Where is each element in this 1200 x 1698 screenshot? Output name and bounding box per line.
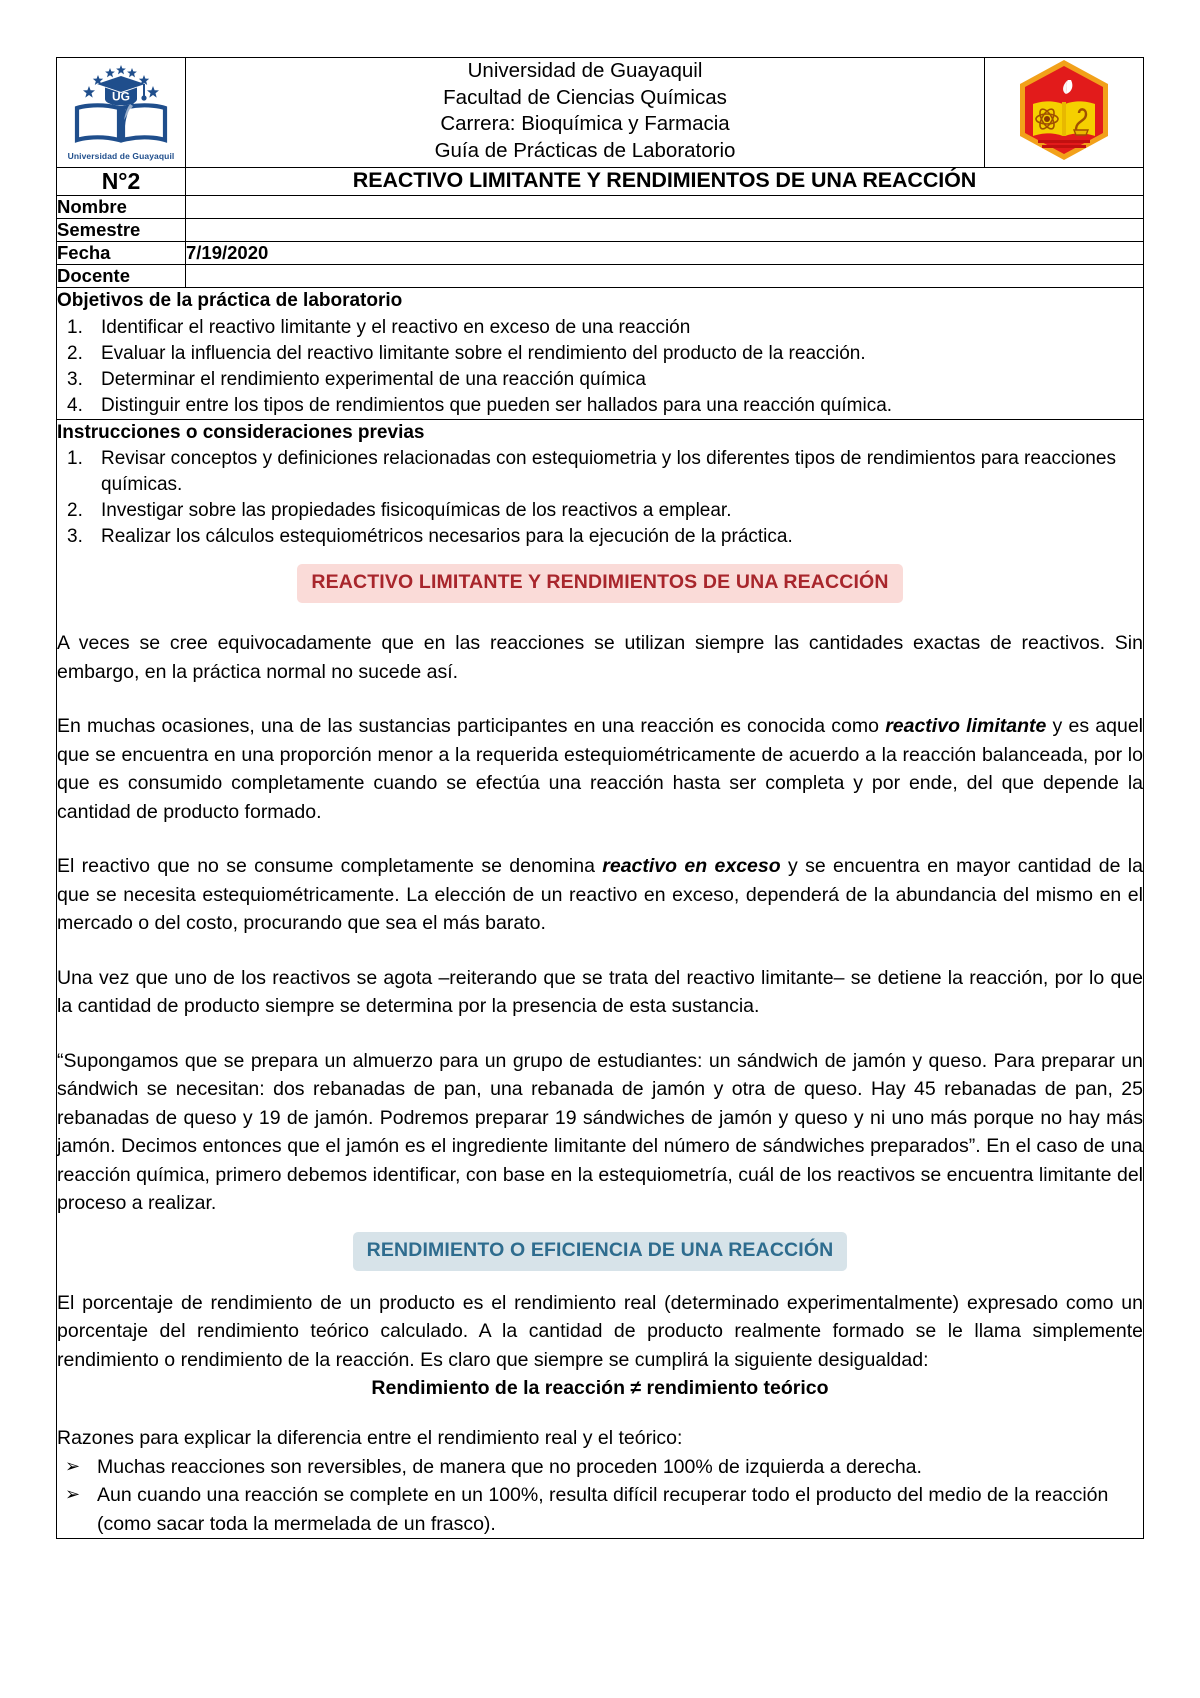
university-logo-caption: Universidad de Guayaquil xyxy=(67,151,175,161)
objectives-row xyxy=(57,288,1144,420)
field-label-docente: Docente xyxy=(57,265,186,288)
field-row-fecha xyxy=(57,242,1144,265)
field-value-semestre[interactable] xyxy=(186,219,1144,242)
field-row-nombre xyxy=(57,196,1144,219)
term-reactivo-en-exceso: reactivo en exceso xyxy=(602,855,781,877)
objectives-heading: Objetivos de la práctica de laboratorio xyxy=(57,290,403,311)
objective-text: Identificar el reactivo limitante y el reactivo en exceso de una reacción xyxy=(101,316,691,338)
paragraph-4: Una vez que uno de los reactivos se agota –reiterando que se trata del reactivo limitante– se detiene la reacción, por lo que la cantidad de producto siempre se determina por la presencia de esta sustancia. xyxy=(57,966,1143,1017)
paragraph-6: El porcentaje de rendimiento de un producto es el rendimiento real (determinado experimentalmente) expresado como un porcentaje del rendimiento teórico calculado. A la cantidad de producto realmente formado se le llama simplemente rendimiento o rendimiento de la reacción. Es claro que siempre se cumplirá la siguiente desigualdad: xyxy=(57,1291,1143,1371)
reason-item xyxy=(57,1481,1143,1538)
objective-item xyxy=(57,393,1143,419)
university-name: Universidad de Guayaquil xyxy=(467,59,703,82)
section-heading-reactivo-limitante: REACTIVO LIMITANTE Y RENDIMIENTOS DE UNA REACCIÓN xyxy=(297,564,902,603)
objective-text: Distinguir entre los tipos de rendimientos que pueden ser hallados para una reacción química. xyxy=(101,394,893,416)
lab-guide-table xyxy=(56,57,1144,1539)
paragraph-2-part-a: En muchas ocasiones, una de las sustancias participantes en una reacción es conocida como xyxy=(57,715,886,737)
blue-heading-wrap xyxy=(57,1232,1143,1271)
instruction-item xyxy=(57,498,1143,524)
faculty-seal-icon xyxy=(1016,149,1112,166)
reasons-list xyxy=(57,1453,1143,1539)
university-header-text xyxy=(186,58,985,168)
objective-number: 4. xyxy=(67,394,83,416)
objectives-list xyxy=(57,315,1143,419)
paragraph-2 xyxy=(57,712,1143,826)
reason-item xyxy=(57,1453,1143,1482)
objective-text: Evaluar la influencia del reactivo limitante sobre el rendimiento del producto de la reacción. xyxy=(101,342,866,364)
faculty-name: Facultad de Ciencias Químicas xyxy=(443,85,727,109)
field-value-nombre[interactable] xyxy=(186,196,1144,219)
instruction-item xyxy=(57,446,1143,498)
inequality-statement: Rendimiento de la reacción ≠ rendimiento teórico xyxy=(371,1377,829,1399)
section-heading-rendimiento: RENDIMIENTO O EFICIENCIA DE UNA REACCIÓN xyxy=(353,1232,848,1271)
field-value-docente[interactable] xyxy=(186,265,1144,288)
university-logo-cell xyxy=(57,58,186,168)
field-label-fecha: Fecha xyxy=(57,242,186,265)
arrow-bullet-icon: ➢ xyxy=(65,1484,81,1504)
term-reactivo-limitante: reactivo limitante xyxy=(885,715,1047,737)
header-row xyxy=(57,58,1144,168)
practice-title-row xyxy=(57,168,1144,196)
instruction-number: 3. xyxy=(67,526,83,547)
faculty-seal-cell xyxy=(985,58,1144,168)
objective-number: 1. xyxy=(67,316,83,338)
paragraph-3-part-b: y se encuentra en mayor cantidad de la que se necesita estequiométricamente. La elección de un reactivo en exceso, dependerá de la abundancia del mismo en el mercado o del costo, procurando que sea el más barato. xyxy=(57,855,1143,934)
field-row-semestre xyxy=(57,219,1144,242)
arrow-bullet-icon: ➢ xyxy=(65,1455,81,1476)
paragraph-1: A veces se cree equivocadamente que en las reacciones se utilizan siempre las cantidades exactas de reactivos. Sin embargo, en la práctica normal no sucede así. xyxy=(57,632,1143,683)
reason-text: Muchas reacciones son reversibles, de manera que no proceden 100% de izquierda a derecha. xyxy=(97,1455,922,1478)
instructions-row xyxy=(57,419,1144,1539)
field-row-docente xyxy=(57,265,1144,288)
instructions-list xyxy=(57,446,1143,550)
practice-number: N°2 xyxy=(57,168,186,196)
objectives-block xyxy=(57,288,1144,420)
instruction-item xyxy=(57,524,1143,550)
objective-item xyxy=(57,341,1143,367)
practice-title: REACTIVO LIMITANTE Y RENDIMIENTOS DE UNA REACCIÓN xyxy=(186,168,1144,196)
university-logo-icon xyxy=(57,58,185,150)
instructions-block xyxy=(57,419,1144,1539)
field-label-semestre: Semestre xyxy=(57,219,186,242)
svg-text:UG: UG xyxy=(112,89,130,104)
objective-number: 2. xyxy=(67,342,83,364)
field-label-nombre: Nombre xyxy=(57,196,186,219)
paragraph-3 xyxy=(57,852,1143,938)
instruction-number: 2. xyxy=(67,500,83,521)
guide-name: Guía de Prácticas de Laboratorio xyxy=(434,138,736,162)
paragraph-7: Razones para explicar la diferencia entre el rendimiento real y el teórico: xyxy=(57,1427,683,1449)
reason-text: Aun cuando una reacción se complete en un 100%, resulta difícil recuperar todo el producto del medio de la reacción (como sacar toda la mermelada de un frasco). xyxy=(97,1484,1109,1535)
career-name: Carrera: Bioquímica y Farmacia xyxy=(440,112,730,135)
instruction-text: Investigar sobre las propiedades fisicoquímicas de los reactivos a emplear. xyxy=(101,500,732,521)
objective-item xyxy=(57,367,1143,393)
objective-item xyxy=(57,315,1143,341)
paragraph-3-part-a: El reactivo que no se consume completamente se denomina xyxy=(57,855,603,877)
instructions-heading: Instrucciones o consideraciones previas xyxy=(57,421,425,443)
paragraph-5-sandwich-analogy: “Supongamos que se prepara un almuerzo para un grupo de estudiantes: un sándwich de jamón y queso. Para preparar un sándwich se necesitan: dos rebanadas de pan, una rebanada de jamón y otra de queso. Hay 45 rebanadas de pan, 25 rebanadas de queso y 19 de jamón. Podremos preparar 19 sándwiches de jamón y queso y ni uno más porque no hay más jamón. Decimos entonces que el jamón es el ingrediente limitante del número de sándwiches preparados”. En el caso de una reacción química, primero debemos identificar, con base en la estequiometría, cuál de los reactivos se encuentra limitante del proceso a realizar. xyxy=(57,1049,1143,1214)
pink-heading-wrap xyxy=(57,564,1143,603)
paragraph-2-part-b: y es aquel que se encuentra en una proporción menor a la requerida estequiométricamente de acuerdo a la reacción balanceada, por lo que es consumido completamente cuando se efectúa una reacción hasta ser completa y por ende, del que depende la cantidad de producto formado. xyxy=(57,715,1143,823)
objective-number: 3. xyxy=(67,368,83,390)
instruction-text: Revisar conceptos y definiciones relacionadas con estequiometria y los diferentes tipos de rendimientos para reacciones químicas. xyxy=(101,448,1116,495)
field-value-fecha[interactable]: 7/19/2020 xyxy=(186,242,1144,265)
instruction-number: 1. xyxy=(67,448,83,469)
objective-text: Determinar el rendimiento experimental de una reacción química xyxy=(101,368,646,390)
instruction-text: Realizar los cálculos estequiométricos necesarios para la ejecución de la práctica. xyxy=(101,526,793,547)
